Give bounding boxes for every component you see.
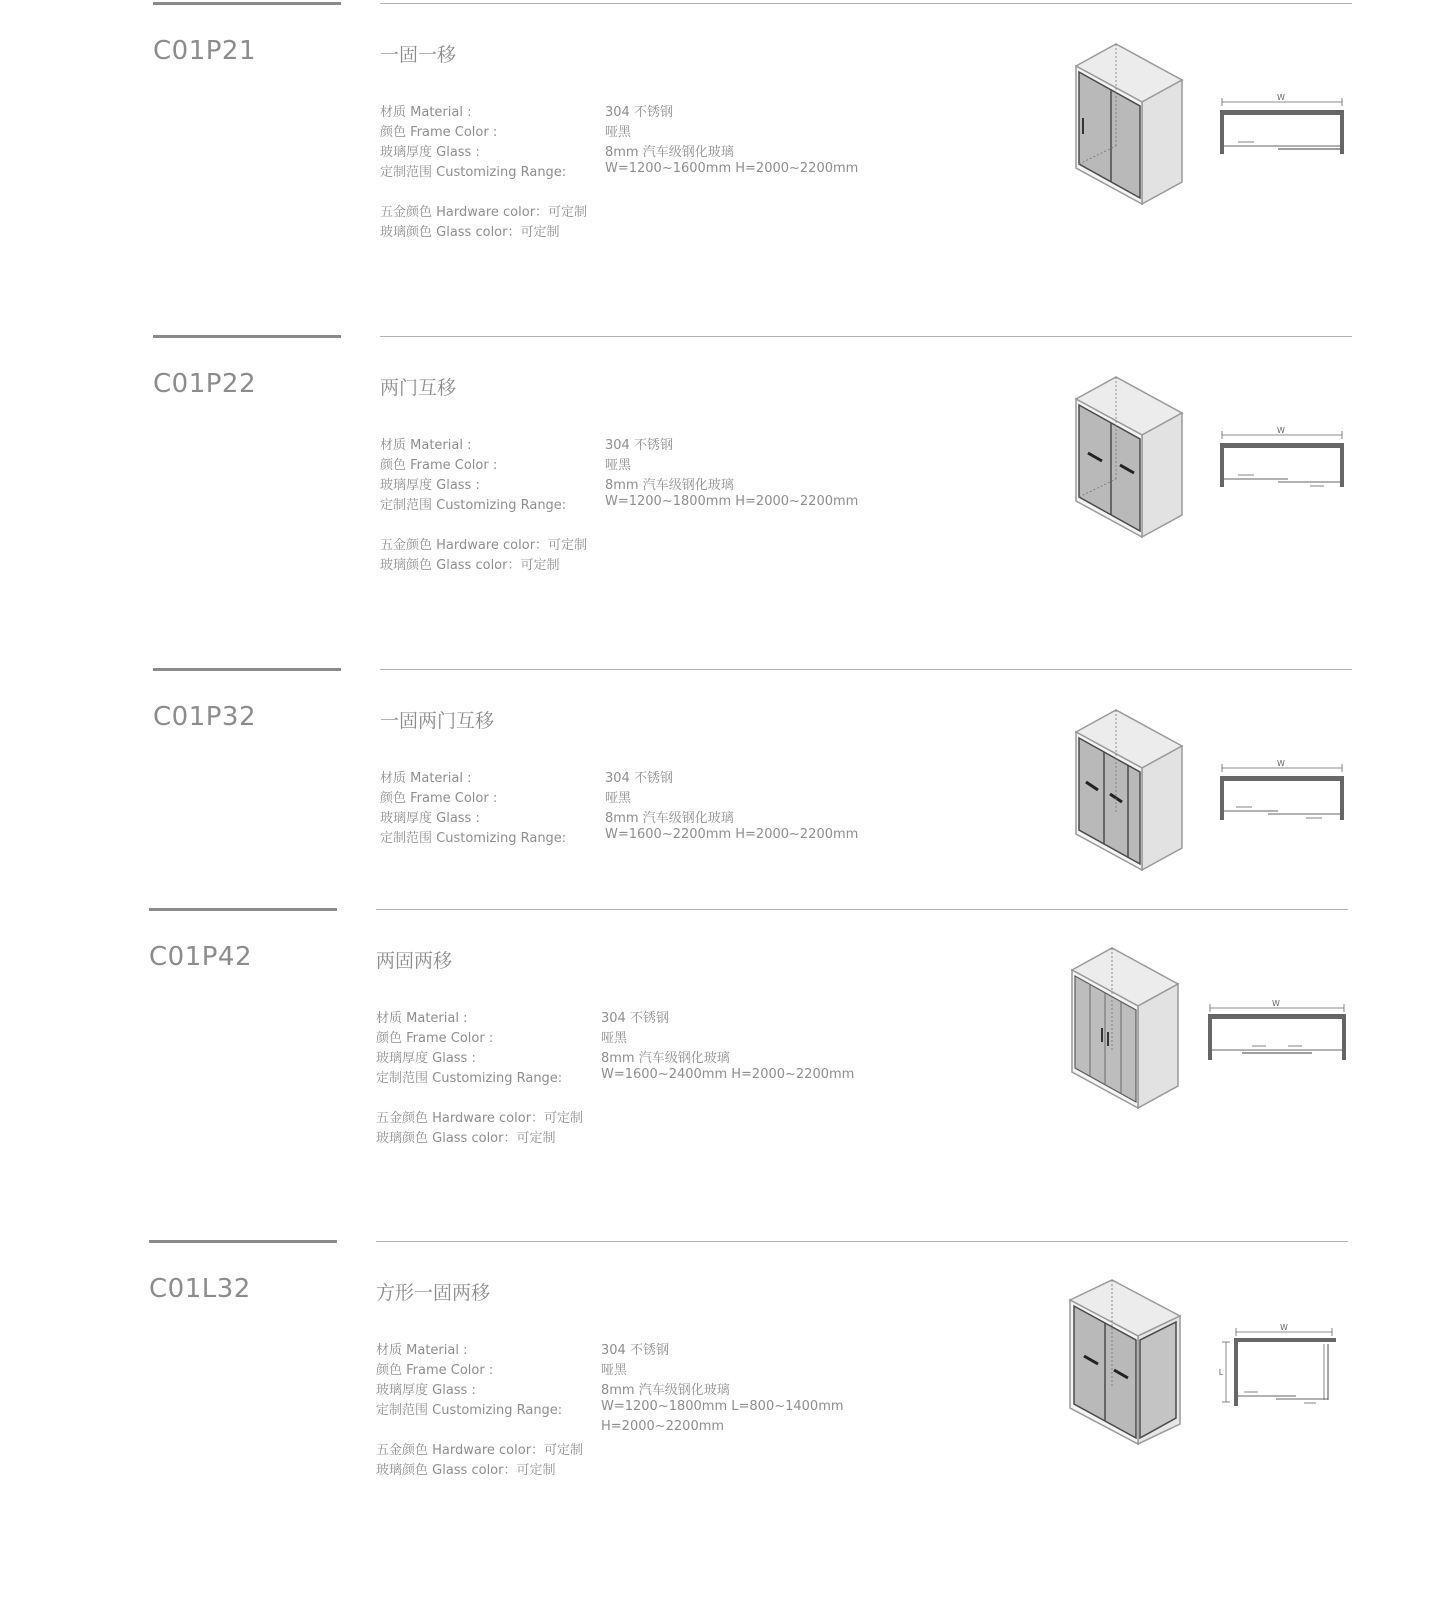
spec-label-frame-color: 颜色 Frame Color :: [380, 125, 498, 140]
glass-color-note: 玻璃颜色 Glass color：可定制: [376, 1463, 556, 1478]
hardware-color-note: 五金颜色 Hardware color：可定制: [380, 205, 588, 220]
product-name: 两固两移: [376, 950, 453, 972]
spec-label-range: 定制范围 Customizing Range:: [376, 1071, 563, 1086]
spec-label-glass: 玻璃厚度 Glass :: [380, 811, 480, 826]
shower-enclosure-3d-illustration: [1074, 42, 1186, 208]
spec-value-material: 304 不锈钢: [601, 1011, 669, 1026]
spec-label-glass: 玻璃厚度 Glass :: [380, 145, 480, 160]
plan-width-label: W: [1272, 999, 1280, 1008]
spec-value-frame-color: 哑黑: [601, 1363, 628, 1378]
spec-value-material: 304 不锈钢: [601, 1343, 669, 1358]
product-section: [0, 668, 1437, 908]
top-view-plan-diagram: [1206, 998, 1348, 1064]
section-divider-left: [149, 908, 337, 911]
product-name: 一固一移: [380, 44, 457, 66]
hardware-color-note: 五金颜色 Hardware color：可定制: [376, 1443, 584, 1458]
product-code: C01P21: [153, 36, 257, 66]
spec-label-frame-color: 颜色 Frame Color :: [376, 1363, 494, 1378]
spec-value-frame-color: 哑黑: [605, 791, 632, 806]
glass-color-note: 玻璃颜色 Glass color：可定制: [380, 558, 560, 573]
plan-width-label: W: [1277, 759, 1285, 768]
section-divider-right: [380, 3, 1352, 4]
spec-value-glass: 8mm 汽车级钢化玻璃: [605, 478, 734, 493]
spec-value-glass: 8mm 汽车级钢化玻璃: [605, 811, 734, 826]
product-name: 两门互移: [380, 377, 457, 399]
top-view-plan-diagram: [1218, 92, 1346, 158]
spec-value-range: W=1600~2400mm H=2000~2200mm: [601, 1067, 855, 1082]
spec-value-glass: 8mm 汽车级钢化玻璃: [601, 1383, 730, 1398]
spec-value-frame-color: 哑黑: [605, 458, 632, 473]
glass-color-note: 玻璃颜色 Glass color：可定制: [376, 1131, 556, 1146]
plan-width-label: W: [1280, 1323, 1288, 1332]
spec-label-frame-color: 颜色 Frame Color :: [380, 791, 498, 806]
spec-value-material: 304 不锈钢: [605, 105, 673, 120]
spec-value-glass: 8mm 汽车级钢化玻璃: [605, 145, 734, 160]
section-divider-right: [380, 336, 1352, 337]
plan-width-label: W: [1277, 93, 1285, 102]
hardware-color-note: 五金颜色 Hardware color：可定制: [380, 538, 588, 553]
product-name: 方形一固两移: [376, 1282, 491, 1304]
shower-enclosure-3d-illustration: [1068, 1278, 1184, 1450]
hardware-color-note: 五金颜色 Hardware color：可定制: [376, 1111, 584, 1126]
spec-label-frame-color: 颜色 Frame Color :: [380, 458, 498, 473]
spec-label-material: 材质 Material :: [380, 438, 472, 453]
spec-value-range: W=1200~1600mm H=2000~2200mm: [605, 161, 859, 176]
product-section: [0, 2, 1437, 332]
top-view-plan-diagram: [1218, 425, 1346, 491]
spec-label-range: 定制范围 Customizing Range:: [376, 1403, 563, 1418]
shower-enclosure-3d-illustration: [1074, 708, 1186, 874]
product-code: C01P32: [153, 702, 257, 732]
section-divider-right: [376, 909, 1348, 910]
spec-value-range: W=1200~1800mm L=800~1400mm: [601, 1399, 844, 1414]
spec-value-range: W=1200~1800mm H=2000~2200mm: [605, 494, 859, 509]
spec-label-material: 材质 Material :: [380, 771, 472, 786]
plan-width-label: W: [1277, 426, 1285, 435]
spec-value-glass: 8mm 汽车级钢化玻璃: [601, 1051, 730, 1066]
product-section: [0, 1240, 1437, 1570]
section-divider-right: [380, 669, 1352, 670]
section-divider-right: [376, 1241, 1348, 1242]
spec-label-range: 定制范围 Customizing Range:: [380, 498, 567, 513]
product-code: C01P42: [149, 942, 253, 972]
spec-label-range: 定制范围 Customizing Range:: [380, 831, 567, 846]
product-section: [0, 908, 1437, 1238]
section-divider-left: [153, 2, 341, 5]
spec-value-range: W=1600~2200mm H=2000~2200mm: [605, 827, 859, 842]
shower-enclosure-3d-illustration: [1074, 375, 1186, 541]
spec-label-frame-color: 颜色 Frame Color :: [376, 1031, 494, 1046]
spec-value-material: 304 不锈钢: [605, 771, 673, 786]
section-divider-left: [153, 668, 341, 671]
product-code: C01P22: [153, 369, 257, 399]
spec-value-range-height: H=2000~2200mm: [601, 1419, 725, 1434]
spec-label-glass: 玻璃厚度 Glass :: [380, 478, 480, 493]
top-view-plan-diagram: [1216, 1322, 1340, 1412]
product-code: C01L32: [149, 1274, 251, 1304]
shower-enclosure-3d-illustration: [1070, 946, 1182, 1112]
spec-label-glass: 玻璃厚度 Glass :: [376, 1383, 476, 1398]
section-divider-left: [149, 1240, 337, 1243]
glass-color-note: 玻璃颜色 Glass color：可定制: [380, 225, 560, 240]
spec-label-material: 材质 Material :: [380, 105, 472, 120]
spec-value-material: 304 不锈钢: [605, 438, 673, 453]
spec-label-material: 材质 Material :: [376, 1343, 468, 1358]
plan-length-label: L: [1218, 1368, 1224, 1377]
spec-label-glass: 玻璃厚度 Glass :: [376, 1051, 476, 1066]
product-section: [0, 335, 1437, 665]
spec-label-range: 定制范围 Customizing Range:: [380, 165, 567, 180]
section-divider-left: [153, 335, 341, 338]
top-view-plan-diagram: [1218, 758, 1346, 824]
spec-value-frame-color: 哑黑: [601, 1031, 628, 1046]
spec-value-frame-color: 哑黑: [605, 125, 632, 140]
product-name: 一固两门互移: [380, 710, 495, 732]
spec-label-material: 材质 Material :: [376, 1011, 468, 1026]
